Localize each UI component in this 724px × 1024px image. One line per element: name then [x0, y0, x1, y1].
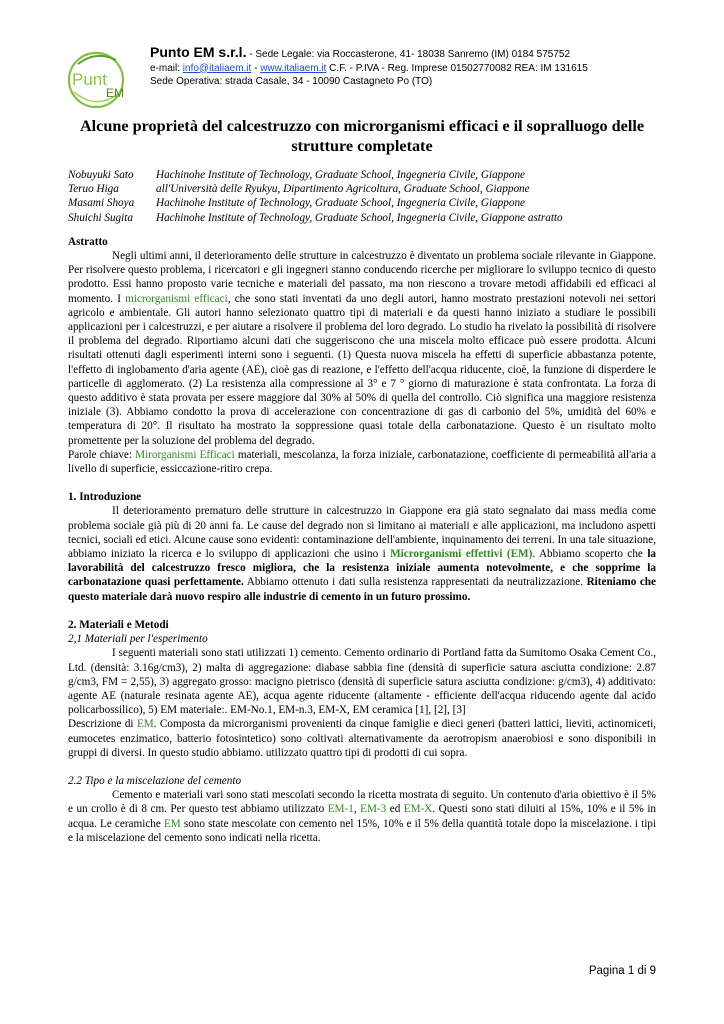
author-list: [68, 168, 656, 225]
author-name: Teruo Higa: [68, 183, 119, 196]
author-name: Masami Shoya: [68, 197, 135, 210]
paper-body: [68, 116, 656, 845]
methods-subheading-1: 2,1 Materiali per l'esperimento: [68, 633, 208, 646]
abstract-paragraph: [68, 249, 656, 448]
materials-paragraph: I seguenti materiali sono stati utilizzati 1) cemento. Cemento ordinario di Portland fatta da Sumitomo Osaka Cement Co., Ltd. (densità: 3.16g/cm3), 2) malta di aggregazione: diabase sabbia fine (densità di superficie satura asciutta condizione: 2.87 g/cm3, FM = 2,55), 3) aggregato grosso: macigno pietrisco (densità di superficie satura asciutta condizione: g/cm3), 4) additivato: agente AE (naturale resinata agente AE), acqua agente riducente (altamente - efficiente dell'acqua riducendo agente dal acido policarbossilico), 5) EM materiale:. EM-No.1, EM-n.3, EM-X, EM ceramica [1], [2], [3]: [68, 647, 656, 717]
em-ceramic-highlight: EM: [163, 817, 181, 830]
intro-text-3: Abbiamo ottenuto i dati sulla resistenza rappresentati da neutralizzazione.: [243, 576, 587, 589]
keywords: [68, 448, 656, 476]
abstract-text: Negli ultimi anni, il deterioramento delle strutture in calcestruzzo è diventato un problema sociale rilevante in Giappone. Per risolvere questo problema, i ricercatori e gli ingegneri stanno conducendo ricerche per migliorare lo sviluppo tecnico di questo prodotto. Essi hanno proposto varie tecniche e materiali del passato, ma non riescono a trovare metodi affidabili ed efficaci al momento. I: [68, 250, 656, 305]
keywords-highlight: Mirorganismi Efficaci: [135, 448, 235, 461]
company-logo: [62, 48, 140, 110]
mixing-text: Cemento e materiali vari sono stati mescolati secondo la ricetta mostrata di seguito. Un contenuto d'aria obiettivo è il 5% e un crollo è di 8 cm. Per questo test abbiamo utilizzato: [68, 789, 656, 816]
mixing-text-3: sono state mescolate con cemento nel 15%, 10% e il 5% della quantità totale dopo la miscelazione. i tipi e la miscelazione del cemento sono indicati nella ricetta.: [68, 817, 656, 844]
em1-highlight: EM-1: [327, 803, 354, 816]
page-number: Pagina 1 di 9: [588, 965, 656, 977]
mixing-text-2: . Questi sono stati diluiti al 15%, 10% e il 5% in acqua. Le ceramiche: [68, 803, 657, 830]
company-line-1: [150, 46, 588, 62]
author-affiliation: Hachinohe Institute of Technology, Graduate School, Ingegneria Civile, Giappone: [156, 197, 526, 210]
operational-address: Sede Operativa: strada Casale, 34 - 10090 Castagneto Po (TO): [150, 76, 433, 87]
methods-subheading-2: 2.2 Tipo e la miscelazione del cemento: [68, 774, 242, 787]
website-link[interactable]: www.italiaem.it: [260, 62, 327, 74]
author-row: [68, 196, 656, 210]
abstract-highlight: microrganismi efficaci: [125, 292, 228, 305]
company-name: Punto EM s.r.l.: [150, 44, 247, 60]
email-label: e-mail:: [150, 62, 183, 74]
intro-bold-2: Riteniamo che questo materiale darà nuovo respiro alle industrie di cemento in un futuro prossimo.: [68, 576, 656, 603]
author-row: [68, 168, 656, 182]
abstract-heading: Astratto: [68, 235, 108, 248]
em-desc-text: . Composta da microrganismi provenienti da cinque famiglie e dieci generi (batteri lattici, lieviti, actinomiceti, eumocetes enzimatico, batterio fotosintetico) sono coltivati alternativamente da aerotropism anaerobiosi e sono disponibili in gruppi di diversi. In questo studio abbiamo. utilizzato quattro tipi di prodotti di cui sopra.: [68, 718, 656, 759]
intro-heading: 1. Introduzione: [68, 491, 142, 504]
tax-info: C.F. - P.IVA - Reg. Imprese 01502770082 REA: IM 131615: [326, 62, 588, 74]
separator-dash: -: [251, 62, 261, 74]
logo-word-em: EM: [106, 86, 124, 100]
methods-heading: 2. Materiali e Metodi: [68, 618, 169, 631]
author-affiliation: Hachinohe Institute of Technology, Graduate School, Ingegneria Civile, Giappone astratto: [156, 211, 563, 224]
abstract-text-cont: , che sono stati inventati da uno degli autori, hanno mostrato prestazioni notevoli nei settori agricolo e ambientale. Gli autori hanno selezionato quattro tipi di materiali e da questi hanno iniziato a studiare le possibili applicazioni per i calcestruzzi, e per aiutare a risolvere il problema del loro degrado. Lo studio ha rivelato la possibilità di risolvere il problema del degrado. Riportiamo alcuni dati che suggeriscono che una miscela molto efficace può essere prodotta. Alcuni risultati ottenuti dagli esperimenti interni sono i seguenti. (1) Questa nuova miscela ha effetti di superficie abbastanza potente, l'effetto di inglobamento d'aria agente (AE), cioè gas di reazione, e l'effetto dell'acqua riducente, cioè, la funzione di disperdere le particelle di agglomerato. (2) La resistenza alla compressione al 3° e 7 ° giorno di maturazione è stata confrontata. La forza di questo additivo è stata provata per essere maggiore dal 30% al 50% di quella del controllo. Ciò significa una maggiore resistenza iniziale (3). Abbiamo condotto la prova di accelerazione con concentrazione di gas di carbonio del 5%, umidità del 60% e temperatura di 20°. Il risultato ha mostrato la soppressione quasi totale della carbonatazione. Questo è un risultato molto promettente per la soluzione del problema del degrado.: [68, 292, 656, 447]
author-row: [68, 211, 656, 225]
logo-word-punt: Punt: [72, 70, 107, 89]
mixing-sep-1: ,: [353, 803, 361, 816]
author-row: [68, 182, 656, 196]
em3-highlight: EM-3: [360, 803, 387, 816]
author-affiliation: all'Università delle Ryukyu, Dipartimento Agricoltura, Graduate School, Giappone: [156, 183, 530, 196]
emx-highlight: EM-X: [403, 803, 433, 816]
mixing-sep-2: ed: [386, 803, 404, 816]
letterhead: [62, 44, 682, 114]
intro-bold-1: la lavorabilità del calcestruzzo fresco migliora, che la resistenza iniziale aumenta notevolmente, e che sopprime la carbonatazione quasi perfettamente.: [68, 548, 657, 589]
mixing-paragraph: [68, 788, 656, 845]
em-highlight: EM: [136, 718, 154, 731]
intro-text: Il deterioramento prematuro delle strutture in calcestruzzo in Giappone era già stato segnalato dai mass media come problema sociale già più di 20 anni fa. Le cause del degrado non si limitano ai materiali e alle applicazioni, ma includono aspetti tecnici, sociali ed etici. Alcune cause sono evidenti: contaminazione dell'ambiente, inquinamento dei terreni. In una tale situazione, abbiamo iniziato la ricerca e lo sviluppo di applicazioni che usino i: [68, 505, 656, 561]
keywords-label: Parole chiave:: [68, 448, 136, 461]
company-info: [150, 46, 588, 89]
em-description-paragraph: [68, 717, 656, 760]
paper-title: Alcune proprietà del calcestruzzo con microrganismi efficaci e il sopralluogo delle strutture completate: [79, 117, 645, 155]
company-line-2: [150, 62, 588, 76]
intro-highlight: Microrganismi effettivi (EM): [390, 548, 533, 561]
author-name: Nobuyuki Sato: [68, 169, 134, 181]
author-name: Shuichi Sugita: [68, 211, 133, 224]
em-desc-label: Descrizione di: [68, 718, 137, 731]
author-affiliation: Hachinohe Institute of Technology, Graduate School, Ingegneria Civile, Giappone: [156, 169, 526, 181]
keywords-list: materiali, mescolanza, la forza iniziale, carbonatazione, coefficiente di permeabilità all'aria a livello di superficie, essiccazione-ritiro crepa.: [68, 448, 656, 476]
intro-text-2: . Abbiamo scoperto che: [532, 548, 648, 561]
intro-paragraph: [68, 504, 656, 603]
legal-address: - Sede Legale: via Roccasterone, 41- 18038 Sanremo (IM) 0184 575752: [246, 49, 571, 60]
email-link[interactable]: info@italiaem.it: [182, 62, 252, 74]
